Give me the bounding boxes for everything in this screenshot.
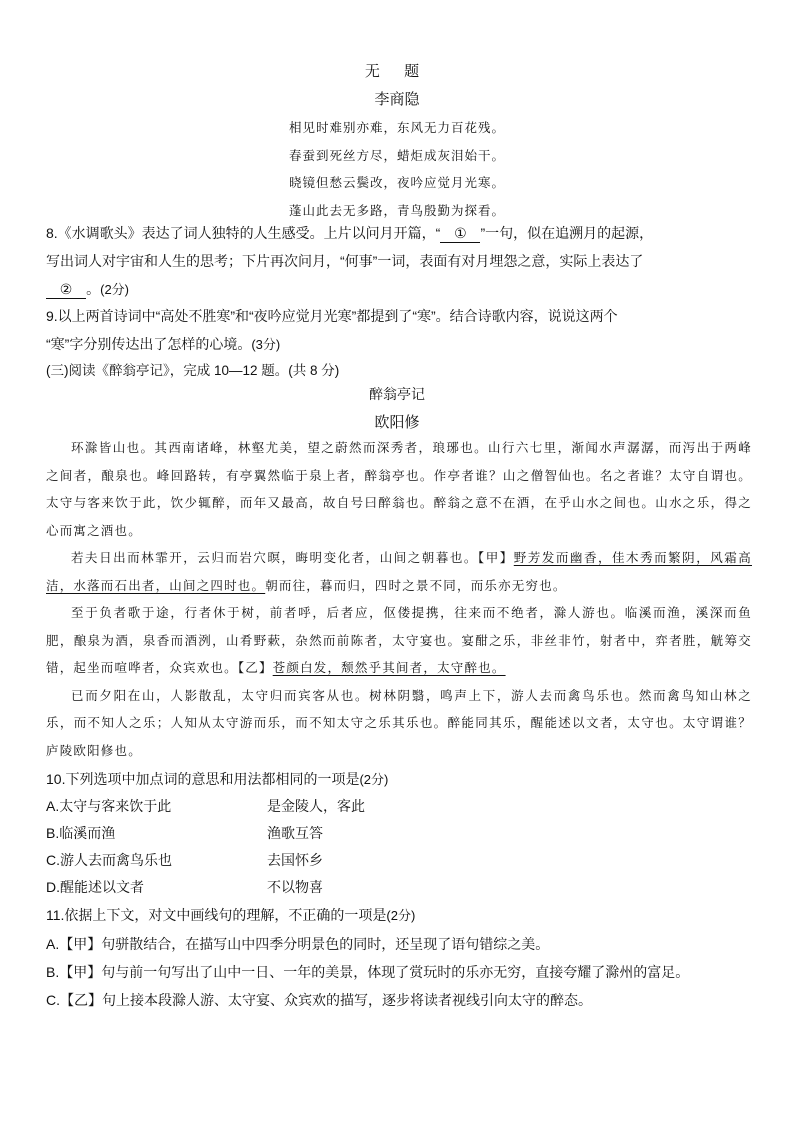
answer-blank-2[interactable]	[46, 280, 86, 299]
prose-text: 若夫日出而林霏开，云归而岩穴暝，晦明变化者，山间之朝暮也。	[71, 550, 478, 565]
poem-author: 李商隐	[374, 91, 420, 108]
option-row-a[interactable]	[46, 793, 746, 820]
poem-line: 春蚕到死丝方尽，蜡炬成灰泪始干。	[288, 147, 505, 163]
option-c-right: 去国怀乡	[267, 852, 323, 868]
prose-author: 欧阳修	[374, 414, 420, 431]
option-row-d[interactable]	[46, 874, 746, 901]
option-b[interactable]: B.【甲】句与前一句写出了山中一日、一年的美景，体现了赏玩时的乐亦无穷，直接夸耀了滁州的富足。	[46, 964, 690, 980]
prose-text: 至于负者歌于途，行者休于树，前者呼，后者应，伛偻提携，往来而不绝者，滁人游也。临溪而渔，溪深而鱼肥，酿泉为酒，泉香而酒洌，山肴野蔌，杂然而前陈者，太守宴也。宴酣之乐，非丝非竹，射者中，弈者胜，觥筹交错，起坐而喧哗者，众宾欢也。	[46, 605, 752, 675]
marker-yi: 【乙】	[237, 660, 273, 675]
question-11-stem-line	[46, 901, 756, 930]
underlined-sentence-yi: 苍颜白发，颓然乎其间者，太守醉也。	[272, 660, 506, 675]
question-10	[46, 765, 756, 794]
option-b-left: B.临溪而渔	[46, 825, 116, 841]
question-11-stem: 11.依据上下文，对文中画线句的理解，不正确的一项是	[46, 907, 387, 923]
question-10-stem: 10.下列选项中加点词的意思和用法都相同的一项是	[46, 771, 360, 787]
score-label: (2分)	[100, 282, 130, 297]
prose-text: 朝而往，暮而归，四时之景不同，而乐亦无穷也。	[265, 577, 567, 593]
question-9	[46, 302, 756, 359]
section-heading: (三)阅读《醉翁亭记》，完成 10—12 题。(共 8 分)	[46, 363, 340, 378]
option-c[interactable]: C.【乙】句上接本段滁人游、太守宴、众宾欢的描写，逐步将读者视线引向太守的醉态。	[46, 992, 592, 1008]
poem-line: 相见时难别亦难，东风无力百花残。	[288, 120, 505, 135]
poem-line: 晓镜但愁云鬓改，夜吟应觉月光寒。	[288, 175, 505, 190]
question-8-text: 8.《水调歌头》表达了词人独特的人生感受。上片以问月开篇，“	[46, 225, 441, 241]
question-8	[46, 219, 756, 304]
question-8-text: ”一句，似在追溯月的起源，	[480, 225, 654, 241]
blank-number: ②	[59, 281, 73, 297]
poem-line: 蓬山此去无多路，青鸟殷勤为探看。	[288, 202, 505, 218]
poem-title: 无 题	[364, 63, 430, 80]
prose-body	[46, 434, 752, 764]
underlined-sentence-jia: 野芳发而幽香，佳木秀而繁阴，风霜高洁，水落而石出者，山间之四时也。	[46, 550, 752, 593]
answer-blank-1[interactable]	[440, 224, 480, 243]
question-9-line-2	[46, 330, 756, 359]
question-8-line-3	[46, 275, 756, 304]
question-8-line-2: 写出词人对宇宙和人生的思考；下片再次问月，“何事”一词，表面有对月埋怨之意，实际上表达了	[46, 253, 644, 269]
question-8-text: 。	[86, 281, 101, 297]
prose-paragraph-3	[46, 599, 752, 682]
option-row-b[interactable]	[46, 820, 746, 847]
option-d-right: 不以物喜	[267, 879, 323, 895]
question-9-text: “寒”字分别传达出了怎样的心境。	[46, 336, 252, 352]
question-11	[46, 901, 756, 1014]
prose-paragraph-1: 环滁皆山也。其西南诸峰，林壑尤美，望之蔚然而深秀者，琅琊也。山行六七里，渐闻水声潺潺，而泻出于两峰之间者，酿泉也。峰回路转，有亭翼然临于泉上者，醉翁亭也。作亭者谁？山之僧智仙也。名之者谁？太守自谓也。太守与客来饮于此，饮少辄醉，而年又最高，故自号曰醉翁也。醉翁之意不在酒，在乎山水之间也。山水之乐，得之心而寓之酒也。	[46, 440, 752, 538]
question-8-line-1	[46, 219, 756, 247]
option-a-right: 是金陵人，客此	[267, 798, 365, 814]
option-a[interactable]: A.【甲】句骈散结合，在描写山中四季分明景色的同时，还呈现了语句错综之美。	[46, 936, 550, 952]
score-label: (3分)	[251, 337, 281, 352]
poem-body	[0, 114, 794, 224]
marker-jia: 【甲】	[477, 550, 514, 565]
prose-paragraph-2	[46, 544, 752, 599]
option-row-c[interactable]	[46, 847, 746, 874]
score-label: (2分)	[386, 908, 416, 923]
blank-number: ①	[454, 225, 467, 241]
option-b-right: 渔歌互答	[267, 825, 323, 841]
question-9-line-1: 9.以上两首诗词中“高处不胜寒”和“夜吟应觉月光寒”都提到了“寒”。结合诗歌内容，说说这两个	[46, 308, 618, 324]
option-d-left: D.醒能述以文者	[46, 879, 144, 895]
option-a-left: A.太守与客来饮于此	[46, 798, 172, 814]
prose-title: 醉翁亭记	[369, 386, 425, 402]
score-label: (2分)	[359, 772, 389, 787]
prose-paragraph-4: 已而夕阳在山，人影散乱，太守归而宾客从也。树林阴翳，鸣声上下，游人去而禽鸟乐也。然而禽鸟知山林之乐，而不知人之乐；人知从太守游而乐，而不知太守之乐其乐也。醉能同其乐，醒能述以文者，太守也。太守谓谁？庐陵欧阳修也。	[46, 687, 752, 758]
option-c-left: C.游人去而禽鸟乐也	[46, 852, 172, 868]
